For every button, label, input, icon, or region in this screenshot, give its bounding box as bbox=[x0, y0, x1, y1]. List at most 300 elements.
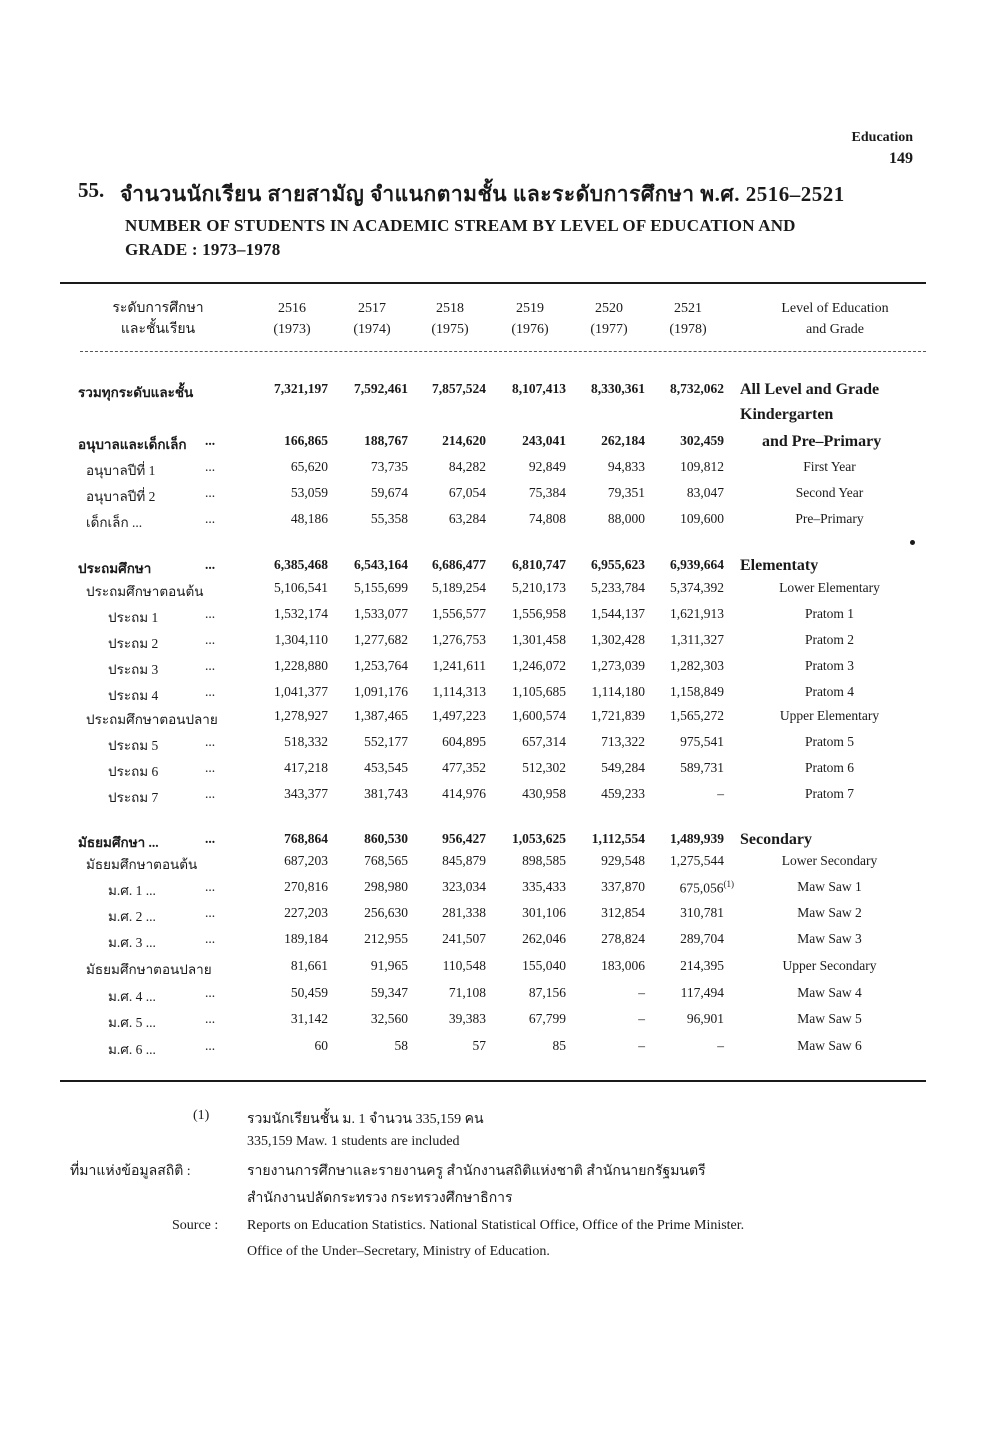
value-cell bbox=[644, 905, 724, 921]
source-english-line2: Office of the Under–Secretary, Ministry of Education. bbox=[247, 1244, 550, 1259]
value-text: 6,385,468 bbox=[274, 557, 328, 572]
value-cell bbox=[486, 381, 566, 397]
source-thai-label: ที่มาแห่งข้อมูลสถิติ : bbox=[70, 1164, 191, 1179]
value-cell bbox=[486, 760, 566, 776]
bottom-rule bbox=[60, 1080, 926, 1082]
value-cell bbox=[328, 734, 408, 750]
value-text: 81,661 bbox=[290, 958, 328, 973]
value-text: 63,284 bbox=[448, 511, 486, 526]
value-text: 183,006 bbox=[601, 958, 645, 973]
value-cell bbox=[328, 557, 408, 573]
row-label-english: Pratom 3 bbox=[804, 658, 855, 673]
value-text: 1,544,137 bbox=[591, 606, 645, 621]
row-label-thai: ม.ศ. 1 ... bbox=[108, 883, 156, 898]
value-text: 110,548 bbox=[442, 958, 486, 973]
table-row bbox=[0, 931, 990, 955]
row-label-thai: เด็กเล็ก ... bbox=[86, 515, 143, 530]
value-cell bbox=[486, 658, 566, 674]
value-text: 7,592,461 bbox=[354, 381, 408, 396]
value-cell bbox=[565, 931, 645, 947]
value-text: 155,040 bbox=[522, 958, 566, 973]
year-ce: (1974) bbox=[353, 322, 391, 337]
value-text: 1,387,465 bbox=[354, 708, 408, 723]
leader-dots: ... bbox=[205, 658, 216, 673]
value-text: 1,278,927 bbox=[274, 708, 328, 723]
value-cell bbox=[406, 381, 486, 397]
year-be: 2519 bbox=[516, 301, 544, 316]
value-cell bbox=[248, 734, 328, 750]
value-text: – bbox=[638, 985, 645, 1000]
value-cell bbox=[565, 879, 645, 895]
value-text: 84,282 bbox=[448, 459, 486, 474]
value-text: 302,459 bbox=[680, 433, 724, 448]
value-cell bbox=[565, 958, 645, 974]
value-cell bbox=[406, 511, 486, 527]
value-cell bbox=[328, 931, 408, 947]
row-label-english: Second Year bbox=[795, 485, 864, 500]
row-label-thai: อนุบาลและเด็กเล็ก bbox=[78, 437, 187, 452]
value-text: 1,276,753 bbox=[432, 632, 486, 647]
value-cell bbox=[406, 557, 486, 573]
value-text: 337,870 bbox=[601, 879, 645, 894]
row-label-thai: มัธยมศึกษา ... bbox=[78, 835, 159, 850]
value-cell bbox=[644, 760, 724, 776]
row-label-thai: ม.ศ. 5 ... bbox=[108, 1015, 156, 1030]
footnote-mark: (1) bbox=[193, 1108, 210, 1123]
value-cell bbox=[644, 658, 724, 674]
value-text: 67,054 bbox=[448, 485, 486, 500]
value-cell bbox=[565, 831, 645, 847]
value-cell bbox=[248, 557, 328, 573]
value-text: 1,275,544 bbox=[670, 853, 724, 868]
value-cell bbox=[486, 459, 566, 475]
row-label-thai: ประถม 2 bbox=[108, 636, 159, 651]
value-cell bbox=[565, 1038, 645, 1054]
value-cell bbox=[486, 931, 566, 947]
table-row bbox=[0, 485, 990, 509]
source-english-label: Source : bbox=[172, 1218, 219, 1233]
row-label-thai: รวมทุกระดับและชั้น bbox=[78, 385, 194, 400]
value-cell bbox=[565, 606, 645, 622]
header-divider bbox=[80, 351, 926, 352]
value-cell bbox=[565, 684, 645, 700]
table-row bbox=[0, 557, 990, 581]
value-cell bbox=[328, 433, 408, 449]
value-text: – bbox=[638, 1011, 645, 1026]
value-text: 1,301,458 bbox=[512, 632, 566, 647]
value-cell bbox=[486, 879, 566, 895]
level-header bbox=[755, 298, 915, 340]
value-cell bbox=[248, 658, 328, 674]
value-cell bbox=[406, 786, 486, 802]
row-label-english: First Year bbox=[803, 459, 856, 474]
table-row bbox=[0, 905, 990, 929]
value-text: 975,541 bbox=[680, 734, 724, 749]
row-label-thai: อนุบาลปีที่ 1 bbox=[86, 463, 156, 478]
value-cell bbox=[644, 831, 724, 847]
row-label-english: Kindergarten bbox=[740, 406, 834, 423]
value-text: 343,377 bbox=[284, 786, 328, 801]
value-cell bbox=[565, 1011, 645, 1027]
value-text: 1,721,839 bbox=[591, 708, 645, 723]
year-ce: (1975) bbox=[431, 322, 469, 337]
value-cell bbox=[486, 580, 566, 596]
value-cell bbox=[248, 931, 328, 947]
source-thai-line1: รายงานการศึกษาและรายงานครู สำนักงานสถิติแห่งชาติ สำนักนายกรัฐมนตรี bbox=[247, 1164, 706, 1179]
value-text: 768,565 bbox=[364, 853, 408, 868]
value-cell bbox=[328, 684, 408, 700]
value-text: 5,155,699 bbox=[354, 580, 408, 595]
value-cell bbox=[644, 958, 724, 974]
value-text: 459,233 bbox=[601, 786, 645, 801]
value-cell bbox=[328, 485, 408, 501]
value-cell bbox=[248, 786, 328, 802]
leader-dots: ... bbox=[205, 931, 216, 946]
row-label-english: Lower Secondary bbox=[781, 853, 878, 868]
value-text: 32,560 bbox=[370, 1011, 408, 1026]
table-row bbox=[0, 433, 990, 457]
value-cell bbox=[486, 734, 566, 750]
value-text: 335,433 bbox=[522, 879, 566, 894]
value-cell bbox=[248, 853, 328, 869]
value-cell bbox=[486, 786, 566, 802]
value-text: 262,046 bbox=[522, 931, 566, 946]
value-text: 1,533,077 bbox=[354, 606, 408, 621]
value-cell bbox=[644, 985, 724, 1001]
title-english-line1: NUMBER OF STUDENTS IN ACADEMIC STREAM BY LEVEL OF EDUCATION AND bbox=[125, 216, 796, 235]
year-header-1978 bbox=[651, 298, 725, 340]
year-header-1974 bbox=[335, 298, 409, 340]
value-cell bbox=[406, 433, 486, 449]
footnote-reference: (1) bbox=[723, 879, 734, 889]
value-text: 312,854 bbox=[601, 905, 645, 920]
value-text: 1,114,313 bbox=[432, 684, 486, 699]
value-text: 50,459 bbox=[290, 985, 328, 1000]
value-cell bbox=[406, 958, 486, 974]
value-text: 1,302,428 bbox=[591, 632, 645, 647]
value-text: 845,879 bbox=[442, 853, 486, 868]
value-cell bbox=[328, 958, 408, 974]
row-label-english: Maw Saw 6 bbox=[797, 1038, 862, 1053]
leader-dots: ... bbox=[205, 433, 216, 448]
value-text: 1,112,554 bbox=[591, 831, 645, 846]
value-text: 96,901 bbox=[686, 1011, 724, 1026]
value-cell bbox=[248, 684, 328, 700]
value-text: 85 bbox=[552, 1038, 566, 1053]
value-text: 453,545 bbox=[364, 760, 408, 775]
value-text: 8,330,361 bbox=[591, 381, 645, 396]
value-cell bbox=[565, 485, 645, 501]
value-text: 65,620 bbox=[290, 459, 328, 474]
value-cell bbox=[328, 985, 408, 1001]
value-cell bbox=[565, 433, 645, 449]
value-cell bbox=[644, 684, 724, 700]
value-text: 518,332 bbox=[284, 734, 328, 749]
value-cell bbox=[644, 931, 724, 947]
row-label-english: Upper Secondary bbox=[782, 958, 877, 973]
value-cell bbox=[565, 853, 645, 869]
table-row bbox=[0, 459, 990, 483]
value-cell bbox=[565, 557, 645, 573]
row-label-thai: ม.ศ. 6 ... bbox=[108, 1042, 156, 1057]
value-text: 71,108 bbox=[448, 985, 486, 1000]
value-text: 31,142 bbox=[290, 1011, 328, 1026]
table-row bbox=[0, 734, 990, 758]
value-cell bbox=[486, 905, 566, 921]
row-label-english: Maw Saw 4 bbox=[797, 985, 862, 1000]
value-cell bbox=[248, 606, 328, 622]
row-label-english: and Pre–Primary bbox=[762, 433, 882, 450]
row-label-thai: มัธยมศึกษาตอนต้น bbox=[86, 857, 198, 872]
value-text: 5,210,173 bbox=[512, 580, 566, 595]
value-cell bbox=[565, 658, 645, 674]
row-label-thai: ประถมศึกษา bbox=[78, 561, 152, 576]
value-cell bbox=[406, 905, 486, 921]
value-cell bbox=[406, 658, 486, 674]
value-cell bbox=[248, 879, 328, 895]
table-row bbox=[0, 760, 990, 784]
table-row bbox=[0, 958, 990, 982]
value-cell bbox=[328, 1038, 408, 1054]
value-text: 1,621,913 bbox=[670, 606, 724, 621]
value-cell bbox=[406, 879, 486, 895]
value-cell bbox=[406, 985, 486, 1001]
table-number: 55. bbox=[78, 178, 105, 202]
level-header-line2: and Grade bbox=[806, 322, 864, 337]
value-text: 53,059 bbox=[290, 485, 328, 500]
value-cell bbox=[486, 632, 566, 648]
stray-dot bbox=[910, 540, 915, 545]
value-text: – bbox=[717, 786, 724, 801]
value-text: 7,857,524 bbox=[432, 381, 486, 396]
value-text: 109,600 bbox=[680, 511, 724, 526]
value-cell bbox=[565, 632, 645, 648]
value-cell bbox=[486, 708, 566, 724]
value-text: 1,556,577 bbox=[432, 606, 486, 621]
value-text: 6,810,747 bbox=[512, 557, 566, 572]
value-cell bbox=[328, 1011, 408, 1027]
value-text: 59,674 bbox=[370, 485, 408, 500]
page-number: 149 bbox=[889, 150, 913, 167]
row-label-english: Pratom 5 bbox=[804, 734, 855, 749]
value-cell bbox=[328, 381, 408, 397]
table-row-label-continuation bbox=[0, 406, 990, 430]
row-label-english: Maw Saw 2 bbox=[797, 905, 862, 920]
value-cell bbox=[644, 734, 724, 750]
value-text: 57 bbox=[472, 1038, 486, 1053]
value-text: 67,799 bbox=[528, 1011, 566, 1026]
row-label-english: Elementaty bbox=[740, 557, 819, 574]
value-cell bbox=[565, 905, 645, 921]
year-header-1977 bbox=[572, 298, 646, 340]
value-text: 768,864 bbox=[284, 831, 328, 846]
value-text: 512,302 bbox=[522, 760, 566, 775]
table-row bbox=[0, 1038, 990, 1062]
table-row bbox=[0, 606, 990, 630]
row-label-english: Maw Saw 1 bbox=[797, 879, 862, 894]
value-text: 1,277,682 bbox=[354, 632, 408, 647]
table-row bbox=[0, 381, 990, 405]
row-label-thai: ประถมศึกษาตอนปลาย bbox=[86, 712, 218, 727]
value-cell bbox=[565, 511, 645, 527]
leader-dots: ... bbox=[205, 760, 216, 775]
value-text: 92,849 bbox=[528, 459, 566, 474]
value-cell bbox=[406, 632, 486, 648]
value-cell bbox=[406, 580, 486, 596]
value-cell bbox=[248, 433, 328, 449]
source-english-line1: Reports on Education Statistics. National Statistical Office, Office of the Prime Minister. bbox=[247, 1218, 745, 1233]
value-cell bbox=[565, 708, 645, 724]
value-cell bbox=[328, 905, 408, 921]
value-text: 430,958 bbox=[522, 786, 566, 801]
value-text: 7,321,197 bbox=[274, 381, 328, 396]
value-text: 1,091,176 bbox=[354, 684, 408, 699]
value-text: 1,282,303 bbox=[670, 658, 724, 673]
value-text: 604,895 bbox=[442, 734, 486, 749]
value-text: 1,114,180 bbox=[591, 684, 645, 699]
value-cell bbox=[565, 985, 645, 1001]
value-text: 1,041,377 bbox=[274, 684, 328, 699]
row-label-thai: ม.ศ. 2 ... bbox=[108, 909, 156, 924]
value-cell bbox=[486, 433, 566, 449]
value-text: 1,532,174 bbox=[274, 606, 328, 621]
row-label-english: Pratom 1 bbox=[804, 606, 855, 621]
value-text: 94,833 bbox=[607, 459, 645, 474]
value-cell bbox=[486, 958, 566, 974]
value-cell bbox=[248, 760, 328, 776]
value-text: 109,812 bbox=[680, 459, 724, 474]
row-label-thai: อนุบาลปีที่ 2 bbox=[86, 489, 156, 504]
value-cell bbox=[248, 1011, 328, 1027]
value-cell bbox=[248, 511, 328, 527]
value-text: 243,041 bbox=[522, 433, 566, 448]
value-cell bbox=[644, 786, 724, 802]
section-header: Education bbox=[851, 130, 913, 145]
value-text: 55,358 bbox=[370, 511, 408, 526]
row-label-english: All Level and Grade bbox=[740, 381, 880, 398]
value-text: 1,246,072 bbox=[512, 658, 566, 673]
value-text: 281,338 bbox=[442, 905, 486, 920]
value-cell bbox=[406, 760, 486, 776]
value-cell bbox=[406, 734, 486, 750]
value-text: 1,304,110 bbox=[274, 632, 328, 647]
value-text: 1,228,880 bbox=[274, 658, 328, 673]
table-row bbox=[0, 985, 990, 1009]
value-cell bbox=[644, 557, 724, 573]
value-cell bbox=[644, 606, 724, 622]
row-label-thai: ประถม 7 bbox=[108, 790, 159, 805]
value-cell bbox=[328, 786, 408, 802]
table-row bbox=[0, 1011, 990, 1035]
row-label-thai: ประถม 6 bbox=[108, 764, 159, 779]
row-label-thai: มัธยมศึกษาตอนปลาย bbox=[86, 962, 212, 977]
value-cell bbox=[328, 459, 408, 475]
table-row bbox=[0, 580, 990, 604]
value-text: 83,047 bbox=[686, 485, 724, 500]
value-cell bbox=[565, 760, 645, 776]
value-text: 39,383 bbox=[448, 1011, 486, 1026]
value-text: 1,241,611 bbox=[432, 658, 486, 673]
value-cell bbox=[248, 485, 328, 501]
value-text: 1,311,327 bbox=[670, 632, 724, 647]
value-cell bbox=[486, 985, 566, 1001]
value-text: 91,965 bbox=[370, 958, 408, 973]
value-text: 657,314 bbox=[522, 734, 566, 749]
value-text: 1,273,039 bbox=[591, 658, 645, 673]
leader-dots: ... bbox=[205, 511, 216, 526]
value-text: 289,704 bbox=[680, 931, 724, 946]
value-text: 417,218 bbox=[284, 760, 328, 775]
value-cell bbox=[486, 684, 566, 700]
leader-dots: ... bbox=[205, 606, 216, 621]
value-text: 58 bbox=[394, 1038, 408, 1053]
row-label-english: Upper Elementary bbox=[779, 708, 880, 723]
row-label-english: Pratom 2 bbox=[804, 632, 855, 647]
value-text: 323,034 bbox=[442, 879, 486, 894]
value-text: 75,384 bbox=[528, 485, 566, 500]
leader-dots: ... bbox=[205, 786, 216, 801]
value-cell bbox=[406, 606, 486, 622]
row-label-english: Maw Saw 5 bbox=[797, 1011, 862, 1026]
value-cell bbox=[406, 1038, 486, 1054]
value-text: 549,284 bbox=[601, 760, 645, 775]
table-row bbox=[0, 658, 990, 682]
value-text: 5,233,784 bbox=[591, 580, 645, 595]
year-be: 2516 bbox=[278, 301, 306, 316]
value-cell bbox=[644, 708, 724, 724]
leader-dots: ... bbox=[205, 485, 216, 500]
leader-dots: ... bbox=[205, 1038, 216, 1053]
year-ce: (1973) bbox=[273, 322, 311, 337]
row-label-thai: ประถม 4 bbox=[108, 688, 159, 703]
table-row bbox=[0, 511, 990, 535]
value-cell bbox=[486, 1011, 566, 1027]
value-text: 1,253,764 bbox=[354, 658, 408, 673]
table-row bbox=[0, 708, 990, 732]
value-cell bbox=[328, 606, 408, 622]
row-label-english: Lower Elementary bbox=[779, 580, 880, 595]
table-row bbox=[0, 831, 990, 855]
row-label-english: Secondary bbox=[740, 831, 812, 848]
leader-dots: ... bbox=[205, 985, 216, 1000]
leader-dots: ... bbox=[205, 459, 216, 474]
value-text: 278,824 bbox=[601, 931, 645, 946]
value-text: 381,743 bbox=[364, 786, 408, 801]
value-text: 87,156 bbox=[528, 985, 566, 1000]
row-label-english: Maw Saw 3 bbox=[797, 931, 862, 946]
stub-header-line2: และชั้นเรียน bbox=[120, 322, 196, 337]
value-text: 5,189,254 bbox=[432, 580, 486, 595]
value-text: 212,955 bbox=[364, 931, 408, 946]
row-label-english: Pratom 4 bbox=[804, 684, 855, 699]
value-cell bbox=[644, 853, 724, 869]
year-be: 2518 bbox=[436, 301, 464, 316]
year-ce: (1977) bbox=[590, 322, 628, 337]
value-text: 414,976 bbox=[442, 786, 486, 801]
value-text: 1,053,625 bbox=[512, 831, 566, 846]
stub-header-line1: ระดับการศึกษา bbox=[112, 301, 204, 316]
value-text: 5,106,541 bbox=[274, 580, 328, 595]
value-text: 88,000 bbox=[607, 511, 645, 526]
level-header-line1: Level of Education bbox=[781, 301, 889, 316]
value-text: 1,489,939 bbox=[670, 831, 724, 846]
year-ce: (1978) bbox=[669, 322, 707, 337]
value-text: 59,347 bbox=[370, 985, 408, 1000]
value-cell bbox=[248, 381, 328, 397]
value-text: 477,352 bbox=[442, 760, 486, 775]
value-text: 60 bbox=[314, 1038, 328, 1053]
value-cell bbox=[486, 1038, 566, 1054]
